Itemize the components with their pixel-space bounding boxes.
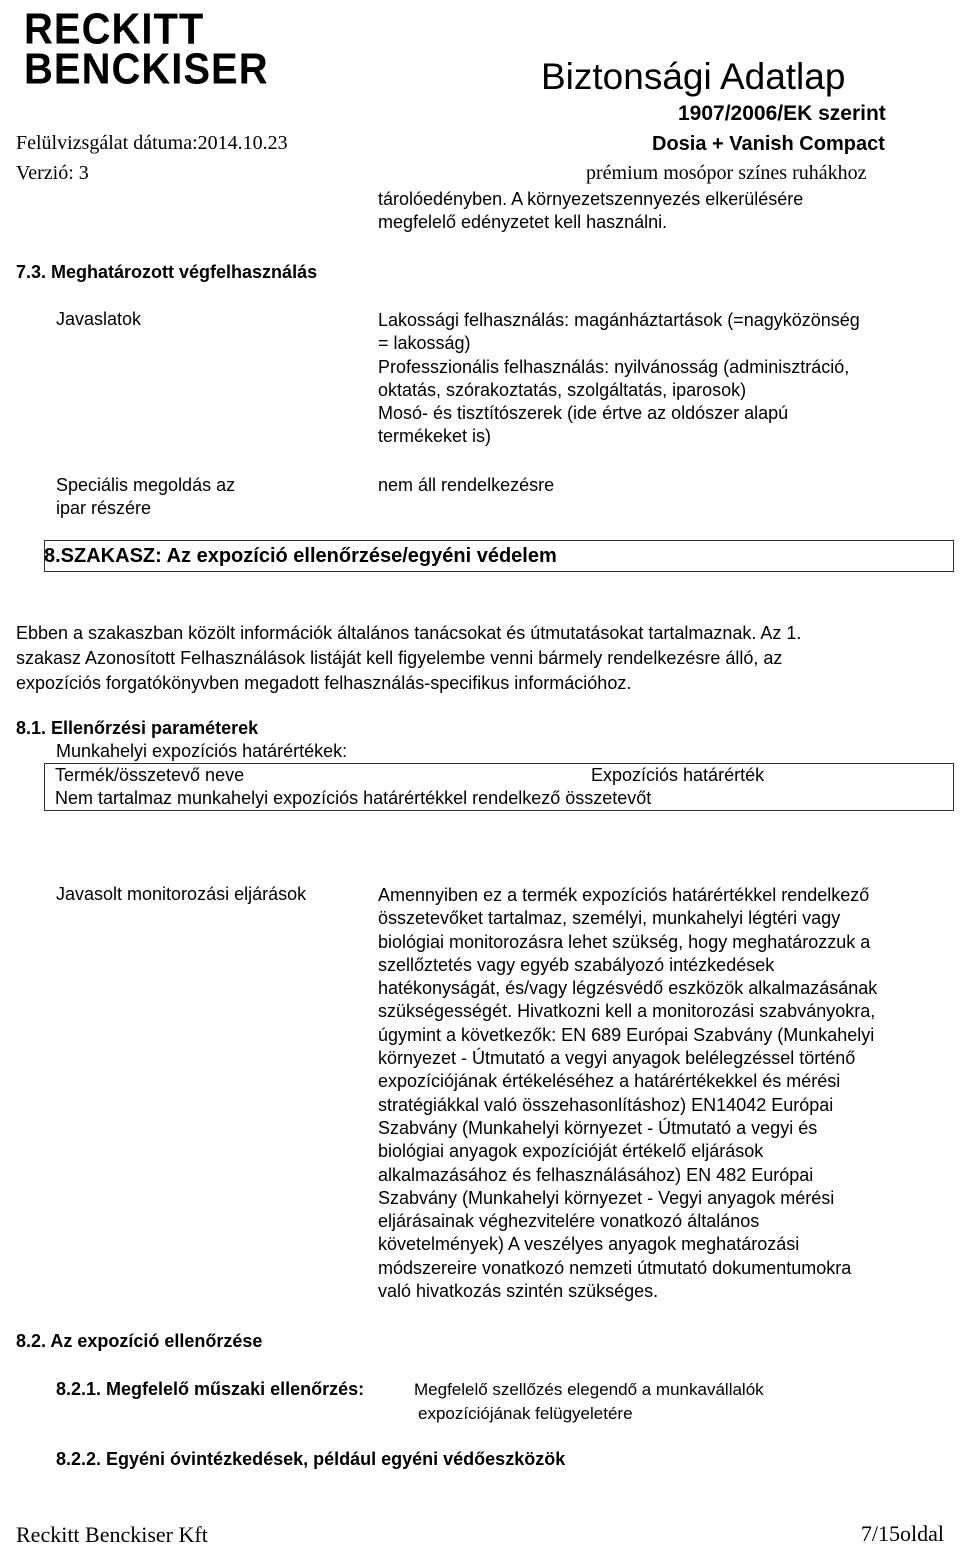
continuation-line: megfelelő edényzetet kell használni. [378, 212, 668, 233]
recommendations-line: Lakossági felhasználás: magánháztartások (=nagyközönség [378, 310, 860, 330]
monitoring-line: biológiai anyagok expozícióját értékelő eljárások [378, 1141, 764, 1162]
oel-table-row: Nem tartalmaz munkahelyi expozíciós határértékkel rendelkező összetevőt [55, 788, 652, 808]
oel-table [44, 763, 954, 811]
monitoring-line: módszereire vonatkozó nemzeti útmutató dokumentumokra [378, 1257, 852, 1278]
industry-label [56, 474, 235, 521]
section-8-2-1-label: 8.2.1. Megfelelő műszaki ellenőrzés: [56, 1379, 365, 1399]
oel-table-col-limit: Expozíciós határérték [591, 765, 765, 785]
recommendations-line: oktatás, szórakoztatás, szolgáltatás, iparosok) [378, 379, 747, 400]
monitoring-line: való hivatkozás szintén szükséges. [378, 1281, 659, 1302]
regulation-reference: 1907/2006/EK szerint [678, 102, 886, 125]
monitoring-line: szellőztetés vagy egyéb szabályozó intézkedések [378, 954, 775, 975]
document-title: Biztonsági Adatlap [541, 56, 846, 97]
product-name-line-1: Dosia + Vanish Compact [652, 133, 885, 155]
recommendations-line: Professzionális felhasználás: nyilvánosság (adminisztráció, [378, 356, 850, 377]
intro-line: szakasz Azonosított Felhasználások listáját kell figyelembe venni bármely rendelkezésre álló, az [16, 648, 783, 668]
section-7-3-heading: 7.3. Meghatározott végfelhasználás [16, 262, 318, 282]
monitoring-line: Amennyiben ez a termék expozíciós határértékkel rendelkező [378, 885, 870, 905]
product-name-line-2: prémium mosópor színes ruhákhoz [586, 162, 867, 184]
monitoring-line: expozíciójának értékeléséhez a határértékekkel és mérési [378, 1071, 841, 1092]
monitoring-line: alkalmazásához és felhasználásához) EN 482 Európai [378, 1164, 814, 1185]
monitoring-text [378, 884, 877, 1303]
recommendations-line: = lakosság) [378, 333, 471, 354]
oel-label: Munkahelyi expozíciós határértékek: [56, 741, 348, 761]
industry-value: nem áll rendelkezésre [378, 475, 555, 495]
recommendations-text [378, 309, 860, 449]
oel-table-col-product: Termék/összetevő neve [55, 765, 245, 785]
logo-line-1: RECKITT [24, 5, 205, 54]
logo-line-2: BENCKISER [24, 45, 269, 94]
continuation-text [378, 188, 803, 235]
section-8-heading: 8.SZAKASZ: Az expozíció ellenőrzése/egyéni védelem [44, 545, 557, 567]
recommendations-line: termékeket is) [378, 426, 492, 447]
monitoring-line: biológiai monitorozásra lehet szükség, hogy meghatározzuk a [378, 931, 871, 952]
section-8-heading-box [44, 540, 954, 572]
monitoring-line: eljárásainak véghezvitelére vonatkozó általános [378, 1211, 760, 1232]
monitoring-line: hatékonyságát, és/vagy légzésvédő eszközök alkalmazásának [378, 978, 878, 999]
section-8-2-heading: 8.2. Az expozíció ellenőrzése [16, 1331, 263, 1351]
monitoring-line: szükségességét. Hivatkozni kell a monitorozási szabványokra, [378, 1001, 876, 1022]
revision-date: Felülvizsgálat dátuma:2014.10.23 [16, 132, 288, 154]
section-8-2-1-value-line: expozíciójának felügyeletére [418, 1404, 633, 1423]
recommendations-label: Javaslatok [56, 309, 142, 329]
section-8-intro [16, 621, 801, 696]
industry-label-line: Speciális megoldás az [56, 475, 236, 495]
section-8-1-heading: 8.1. Ellenőrzési paraméterek [16, 718, 259, 738]
version-label: Verzió: 3 [16, 162, 89, 184]
monitoring-line: összetevőket tartalmaz, személyi, munkahelyi légtéri vagy [378, 908, 841, 929]
monitoring-line: stratégiákkal való összehasonlításhoz) EN14042 Európai [378, 1094, 834, 1115]
footer-company: Reckitt Benckiser Kft [16, 1522, 208, 1547]
monitoring-line: Szabvány (Munkahelyi környezet - Útmutató a vegyi és [378, 1117, 818, 1138]
monitoring-line: követelmények) A veszélyes anyagok meghatározási [378, 1234, 800, 1255]
intro-line: expozíciós forgatókönyvben megadott felhasználás-specifikus információhoz. [16, 673, 632, 693]
section-8-2-1-value-line: Megfelelő szellőzés elegendő a munkavállalók [414, 1380, 764, 1399]
section-8-2-2-heading: 8.2.2. Egyéni óvintézkedések, például egyéni védőeszközök [56, 1449, 566, 1469]
monitoring-line: úgymint a következők: EN 689 Európai Szabvány (Munkahelyi [378, 1024, 875, 1045]
company-logo [20, 5, 269, 94]
recommendations-line: Mosó- és tisztítószerek (ide értve az oldószer alapú [378, 403, 789, 424]
intro-line: Ebben a szakaszban közölt információk általános tanácsokat és útmutatásokat tartalmaznak. Az 1. [16, 623, 802, 643]
monitoring-line: környezet - Útmutató a vegyi anyagok belélegzéssel történő [378, 1048, 856, 1069]
continuation-line: tárolóedényben. A környezetszennyezés elkerülésére [378, 189, 804, 209]
footer-page-number: 7/15oldal [860, 1521, 944, 1546]
monitoring-line: Szabvány (Munkahelyi környezet - Vegyi anyagok mérési [378, 1187, 835, 1208]
industry-label-line: ipar részére [56, 498, 152, 519]
monitoring-label: Javasolt monitorozási eljárások [56, 884, 307, 904]
